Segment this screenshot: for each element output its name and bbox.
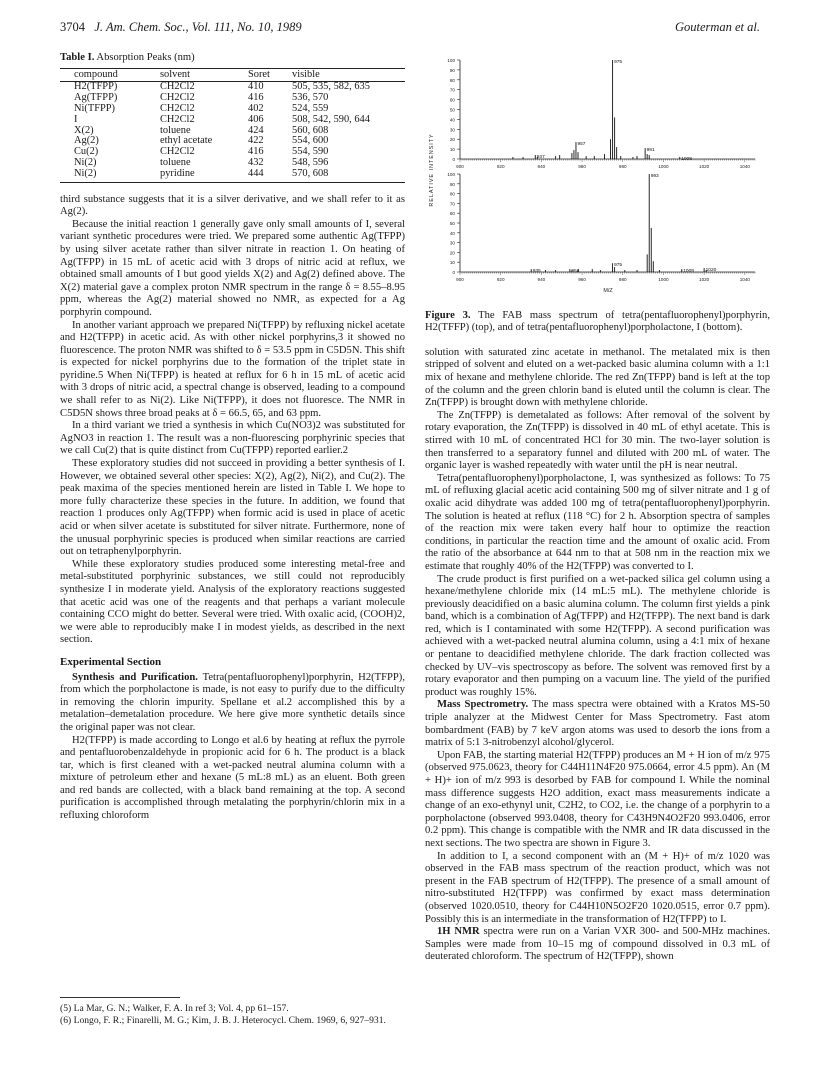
table-row bbox=[60, 136, 405, 147]
table-cell: CH2Cl2 bbox=[160, 92, 195, 104]
mass-spectrum-chart bbox=[425, 52, 770, 302]
journal-issue: Vol. 111, No. 10, 1989 bbox=[191, 20, 302, 34]
runin-heading: Synthesis and Purification. bbox=[72, 671, 198, 683]
table-cell: 416 bbox=[248, 92, 264, 104]
y-tick-label: 0 bbox=[452, 157, 455, 162]
x-tick-label: 1000 bbox=[658, 164, 669, 169]
y-tick-label: 90 bbox=[449, 181, 455, 187]
table-body bbox=[60, 82, 405, 182]
x-tick-label: 940 bbox=[537, 277, 546, 282]
table-row bbox=[60, 169, 405, 182]
left-body-text bbox=[60, 194, 405, 647]
table-cell: pyridine bbox=[160, 169, 248, 182]
paragraph bbox=[60, 672, 405, 735]
y-tick-label: 30 bbox=[449, 240, 455, 246]
table-cell: CH2Cl2 bbox=[160, 113, 195, 125]
y-tick-label: 70 bbox=[449, 87, 455, 93]
table-caption bbox=[60, 52, 405, 65]
paragraph: While these exploratory studies produced some interesting metal-free and metal-substituted porphyrinic substances, we still could not reproducibly synthesize I in moderate yield. Analysis of the exploratory reactions suggested that acetic acid was one of the reagents and that perhaps a variant molecule containing CCO might do better. Several were tried. With oxalic acid, (COOH)2, we were able to reproducibly make I in modest yields, as described in the next section. bbox=[60, 558, 405, 646]
x-tick-label: 940 bbox=[537, 164, 546, 169]
x-tick-label: 920 bbox=[496, 164, 505, 169]
y-tick-label: 50 bbox=[449, 221, 455, 226]
table-cell: toluene bbox=[160, 156, 191, 168]
y-tick-label: 0 bbox=[452, 270, 455, 275]
peak-label: 975 bbox=[614, 60, 623, 65]
y-tick-label: 50 bbox=[449, 107, 455, 113]
paragraph bbox=[425, 926, 770, 964]
table-cell: 432 bbox=[248, 156, 264, 168]
paragraph: third substance suggests that it is a silver derivative, and we shall refer to it as Ag(2). bbox=[60, 193, 405, 218]
running-header bbox=[60, 20, 760, 38]
figure-caption-text: The FAB mass spectrum of tetra(pentafluorophenyl)porphyrin, H2(TFFP) (top), and of tetra(pentafluorophenyl)porpholactone, I (bottom). bbox=[425, 310, 770, 334]
table-cell: X(2) bbox=[74, 124, 94, 136]
x-tick-label: 960 bbox=[578, 277, 586, 282]
y-tick-label: 60 bbox=[449, 97, 455, 103]
figure-caption bbox=[425, 310, 770, 335]
y-tick-label: 100 bbox=[447, 172, 455, 177]
x-tick-label: 1020 bbox=[699, 164, 710, 169]
table-row bbox=[60, 158, 405, 169]
left-column bbox=[60, 52, 405, 823]
x-axis-label: M/Z bbox=[603, 288, 613, 294]
runin-heading: 1H NMR bbox=[437, 926, 480, 938]
y-tick-label: 60 bbox=[449, 211, 455, 217]
peak-label: 975 bbox=[614, 263, 623, 269]
table-row bbox=[60, 115, 405, 126]
table-header-cell: compound bbox=[60, 68, 160, 82]
peak-label: 991 bbox=[646, 148, 655, 154]
table-cell: 416 bbox=[248, 146, 264, 158]
paragraph bbox=[425, 699, 770, 749]
table-cell: 505, 535, 582, 635 bbox=[292, 81, 370, 93]
y-tick-label: 80 bbox=[449, 77, 455, 83]
table-cell: toluene bbox=[160, 124, 191, 136]
right-column bbox=[425, 52, 770, 964]
header-author: Gouterman et al. bbox=[674, 20, 760, 34]
peak-label: 935 bbox=[532, 269, 541, 275]
paragraph: The Zn(TFPP) is demetalated as follows: After removal of the solvent by rotary evaporation, the Zn(TFPP) is dissolved in 40 mL of ethyl acetate. This is stirred with 10 mL of concentrated HCl for 30 min. The two-layer solution is then transferred to a separatory funnel and diluted with 200 mL of water. The organic layer is washed repeatedly with water until the pH is near neutral. bbox=[425, 409, 770, 472]
x-tick-label: 980 bbox=[618, 277, 627, 282]
section-heading: Experimental Section bbox=[60, 655, 162, 668]
peak-label: 957 bbox=[577, 142, 586, 148]
y-tick-label: 90 bbox=[449, 67, 455, 73]
table-cell: 554, 600 bbox=[292, 135, 329, 147]
y-tick-label: 100 bbox=[447, 58, 455, 63]
paragraph: These exploratory studies did not succeed in providing a better synthesis of I. However, we obtained several other species: X(2), Ag(2), Ni(2), and Cu(2). The peak maxima of the species mentioned herein are listed in Table I. We hope to more fully characterize these species in the future. In addition, we found that reaction 1 produces only Ag(TFPP) when formic acid is used in place of acetic acid or when silver acetate is substituted for silver nitrate. Furthermore, none of the unusual porphyrinic species is produced when similar reactions are carried out on tetraphenylporphyrin. bbox=[60, 458, 405, 558]
y-tick-label: 30 bbox=[449, 127, 455, 133]
table-header-cell: visible bbox=[292, 68, 405, 82]
x-tick-label: 1020 bbox=[699, 277, 710, 282]
table-cell: Ni(2) bbox=[60, 169, 160, 182]
peak-label: 954 bbox=[571, 269, 580, 275]
absorption-table bbox=[60, 68, 405, 183]
table-cell: CH2Cl2 bbox=[160, 102, 195, 114]
table-caption-text: Absorption Peaks (nm) bbox=[94, 52, 195, 63]
table-cell: 410 bbox=[248, 81, 264, 93]
table-cell: Cu(2) bbox=[74, 146, 99, 158]
table-cell: 444 bbox=[248, 169, 292, 182]
footnotes bbox=[60, 1003, 405, 1026]
paragraph: In a third variant we tried a synthesis in which Cu(NO3)2 was substituted for AgNO3 in reaction 1. The result was a non-fluorescing porphyrinic species that we call Cu(2) that is quite distinct from Cu(TFPP) reported earlier.2 bbox=[60, 420, 405, 457]
table-caption-label: Table I. bbox=[60, 52, 95, 63]
x-tick-label: 1040 bbox=[739, 277, 750, 282]
table-header-row bbox=[60, 68, 405, 82]
peak-label: 993 bbox=[650, 174, 659, 179]
x-tick-label: 900 bbox=[456, 164, 464, 169]
table-cell: 406 bbox=[248, 113, 264, 125]
y-tick-label: 20 bbox=[449, 250, 455, 256]
footnote: (5) La Mar, G. N.; Walker, F. A. In ref 3; Vol. 4, pp 61–157. bbox=[60, 1003, 289, 1014]
table-cell: CH2Cl2 bbox=[160, 81, 195, 93]
y-tick-label: 10 bbox=[449, 260, 455, 266]
paragraph: Tetra(pentafluorophenyl)porpholactone, I, was synthesized as follows: To 75 mL of refluxing glacial acetic acid containing 500 mg of silver nitrate and 1 g of oxalic acid dihydrate was added 100 mg of tetra(pentafluorophenyl)porphyrin. The solution is heated at reflux (118 °C) for 2 h. Absorption spectra of samples of the reaction mix were taken every half hour to optimize the reaction conditions, in particular the reaction time and the amount of oxalic acid. From the ratio of the absorbance at 644 nm to that at 508 nm in the reaction mix we estimate that roughly 40% of the H2(TFPP) was converted to I. bbox=[425, 472, 770, 572]
table-header-cell: Soret bbox=[248, 68, 292, 82]
y-tick-label: 40 bbox=[449, 117, 455, 123]
paragraph-text: The mass spectra were obtained with a Kratos MS-50 triple analyzer at the Midwest Center for Mass Spectrometry. Fast atom bombardment (FAB) by 7 keV argon atoms was used to desorb the ions from a matrix of 5:1 3-nitrobenzyl alcohol/glycerol. bbox=[425, 699, 770, 749]
y-tick-label: 70 bbox=[449, 201, 455, 207]
x-tick-label: 920 bbox=[496, 277, 505, 282]
table-row bbox=[60, 126, 405, 137]
paragraph: The crude product is first purified on a wet-packed silica gel column using a hexane/methylene chloride mix (14 mL:5 mL). The methylene chloride is previously deacidified on a basic alumina column. The column first yields a pink band, which is a combination of Ag(TFPP) and H2(TFPP). The next band is dark red, which is I contaminated with some H2(TFPP). A second purification was achieved with a wet-packed neutral alumina column, using a 4:1 mix of hexane or pentane to deacidified methylene chloride. The dark fraction collected was checked by UV–vis spectroscopy as before. The solvent was removed first by a rotary evaporator and then pumping on a vacuum line. The yield of the purified product was roughly 15%. bbox=[425, 573, 770, 698]
x-tick-label: 1040 bbox=[739, 164, 750, 169]
y-tick-label: 10 bbox=[449, 147, 455, 153]
paragraph-text: spectra were run on a Varian VXR 300- and 500-MHz machines. Samples were made from 10–15 mg of compound dissolved in 0.3 mL of deuterated chloroform. The spectrum of H2(TFPP), shown bbox=[425, 926, 770, 963]
x-tick-label: 1000 bbox=[658, 277, 669, 282]
table-cell: Ag(TFPP) bbox=[74, 92, 118, 104]
paragraph: In addition to I, a second component with an (M + H)+ of m/z 1020 was observed in the FAB mass spectrum of the reaction product, which was not present in the FAB spectrum of H2(TFPP). The presence of a small amount of nitro-substituted H2(TFPP) was confirmed by exact mass determination (observed 1020.0510, theory for C44H10N5O2F20 1020.0515, error 0.7 ppm). Possibly this is an intermediate in the transformation of H2(TFPP) to I. bbox=[425, 850, 770, 925]
paragraph-text: Tetra(pentafluorophenyl)porphyrin, H2(TFPP), from which the porpholactone is made, is not easy to purify due to the difficulty in removing the chlorin impurity. Spellane et al.2 accomplished this by a metalation–demetalation procedure. We here give more synthetic details since the original paper was not clear. bbox=[60, 671, 405, 733]
paragraph: solution with saturated zinc acetate in methanol. The metalated mix is then stripped of solvent and eluted on a wet-packed basic alumina column with a 1:1 mix of hexane and methylene chloride. The red Zn(TFPP) band is left at the top of the column and the green chlorin band is eluted until the column is clear. The Zn(TFPP) is brought down with methylene chloride. bbox=[425, 346, 770, 409]
table-cell: I bbox=[74, 113, 78, 125]
figure-3 bbox=[425, 52, 770, 302]
x-tick-label: 980 bbox=[618, 164, 627, 169]
table-cell: 560, 608 bbox=[292, 124, 329, 136]
table-cell: Ni(2) bbox=[74, 156, 97, 168]
y-tick-label: 80 bbox=[449, 191, 455, 197]
x-tick-label: 960 bbox=[578, 164, 586, 169]
figure-caption-label: Figure 3. bbox=[425, 310, 471, 321]
peak-label: 1008 bbox=[681, 157, 692, 163]
table-cell: 524, 559 bbox=[292, 102, 329, 114]
header-citation bbox=[60, 20, 302, 35]
table-cell: 402 bbox=[248, 102, 264, 114]
table-cell: H2(TFPP) bbox=[74, 81, 118, 93]
paragraph: Upon FAB, the starting material H2(TFPP) produces an M + H ion of m/z 975 (observed 975.0623, theory for C44H11N4F20 975.0664, error 4.5 ppm). An (M + H)+ ion of m/z 993 is desorbed by FAB for compound I. While the nominal mass difference suggests H2O addition, exact mass measurements indicate a change of an exo-ethynyl unit, C2H2, to CO2, i.e. the change of a porphyrin to a porpholactone (observed 993.0408, theory for C43H9N4O2F20 993.0406, error 0.2 ppm). This change is compatible with the NMR and IR data discussed in the next sections. The two spectra are shown in Figure 3. bbox=[425, 749, 770, 849]
y-tick-label: 20 bbox=[449, 137, 455, 143]
y-tick-label: 40 bbox=[449, 230, 455, 236]
table-cell: 508, 542, 590, 644 bbox=[292, 113, 370, 125]
y-axis-label: RELATIVE INTENSITY bbox=[429, 133, 435, 207]
table-cell: 422 bbox=[248, 135, 264, 147]
table-cell: 548, 596 bbox=[292, 156, 329, 168]
table-cell: 536, 570 bbox=[292, 92, 329, 104]
table-cell: Ag(2) bbox=[74, 135, 99, 147]
table-cell: 424 bbox=[248, 124, 264, 136]
peak-label: 1020 bbox=[705, 268, 717, 274]
footnote-rule bbox=[60, 997, 180, 998]
x-tick-label: 900 bbox=[456, 277, 464, 282]
table-header-cell: solvent bbox=[160, 68, 248, 82]
runin-heading: Mass Spectrometry. bbox=[437, 699, 529, 711]
right-body-text bbox=[425, 347, 770, 700]
table-cell: ethyl acetate bbox=[160, 135, 213, 147]
paragraph: H2(TFPP) is made according to Longo et al.6 by heating at reflux the pyrrole and pentafluorobenzaldehyde in propionic acid for 6 h. The product is a black tar, which is first cleaned with a wet-packed neutral alumina column with a mixture of petroleum ether and hexane (5 mL:8 mL) as an eluent. Both green and red bands are collected, with a black band remaining at the top. A second purification is accomplished through metalating the porphyrin/chlorin mix in a refluxing chloroform bbox=[60, 734, 405, 822]
table-cell: 554, 590 bbox=[292, 146, 329, 158]
table-cell: Ni(TFPP) bbox=[74, 102, 115, 114]
paragraph: In another variant approach we prepared Ni(TFPP) by refluxing nickel acetate and H2(TFPP) in acetic acid. As with other nickel porphyrins,3 it showed no fluorescence. The proton NMR was shifted to δ = 53.5 ppm in C5D5N. This shift is expected for nickel porphyrins due to the formation of the triplet state in pyridine.5 When Ni(TFPP) is heated at reflux for 6 h in 15 mL of acetic acid with 3 drops of nitric acid, a spectral change is observed, leading to a compound we shall refer to as Ni(2). Like Ni(TFPP), it does not fluoresce. The NMR in C5D5N shows three broad peaks at δ = 66.5, 65, and 63 ppm. bbox=[60, 319, 405, 419]
footnote: (6) Longo, F. R.; Finarelli, M. G.; Kim, J. B. J. Heterocycl. Chem. 1969, 6, 927–931. bbox=[60, 1014, 386, 1026]
peak-label: 1009 bbox=[683, 269, 694, 275]
page-number: 3704 bbox=[60, 20, 85, 34]
peak-label: 937 bbox=[536, 155, 545, 161]
paragraph: Because the initial reaction 1 generally gave only small amounts of I, several variant synthetic procedures were tried. We prepared some authentic Ag(TFPP) by using silver acetate rather than silver nitrate in reaction 1. On heating of Ag(TFPP) in 15 mL of acetic acid with 3 drops of nitric acid at reflux, we obtained small amounts of I but good yields X(2) and Ag(2) defined above. The X(2) material gave a complex proton NMR spectrum in the range δ = 8.55–8.95 ppm, whereas the Ag(2) material showed no NMR, as expected for a Ag porphyrin compound. bbox=[60, 218, 405, 318]
table-cell: 570, 608 bbox=[292, 169, 405, 182]
table-row bbox=[60, 147, 405, 158]
journal-name: J. Am. Chem. Soc., bbox=[94, 20, 189, 34]
table-cell: CH2Cl2 bbox=[160, 146, 195, 158]
